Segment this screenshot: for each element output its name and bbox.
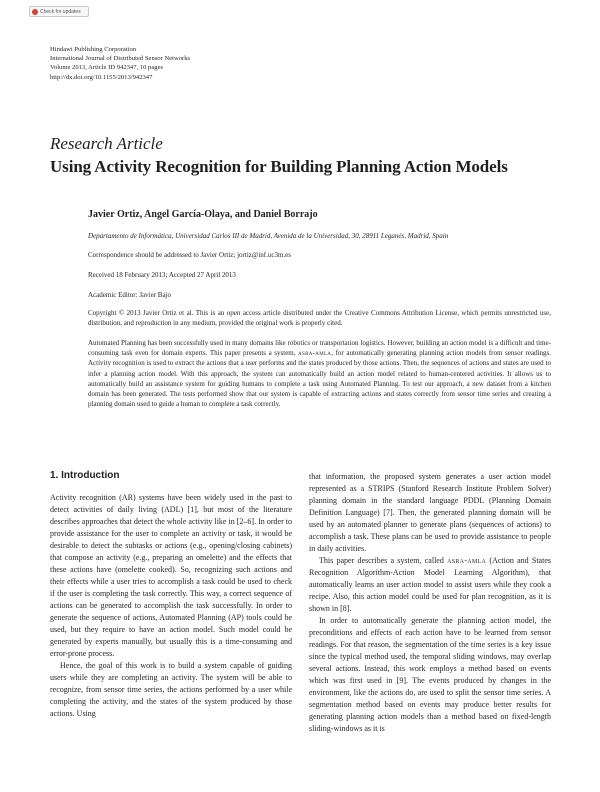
journal-name: International Journal of Distributed Sensor Networks bbox=[50, 55, 191, 63]
correspondence: Correspondence should be addressed to Javier Ortiz; jortiz@inf.uc3m.es bbox=[88, 251, 291, 259]
system-name: asra-amla bbox=[298, 349, 332, 358]
paper-title: Using Activity Recognition for Building Planning Action Models bbox=[50, 157, 508, 176]
doi-link[interactable]: http://dx.doi.org/10.1155/2013/942347 bbox=[50, 73, 153, 81]
system-name: asra-amla bbox=[447, 556, 487, 565]
abstract bbox=[88, 338, 551, 409]
received-accepted-dates: Received 18 February 2013; Accepted 27 April 2013 bbox=[88, 271, 236, 279]
article-type: Research Article bbox=[50, 134, 163, 153]
copyright-notice: Copyright © 2013 Javier Ortiz et al. This is an open access article distributed under the Creative Commons Attribution License, which permits unrestricted use, distribution, and reproduction in any medium, provided the original work is properly cited. bbox=[88, 309, 551, 327]
badge-label: Check for updates bbox=[40, 8, 81, 15]
abstract-part-2: , for automatically generating planning action models from sensor readings. Activity recognition is used to extract the actions that a user performs and the states produced by those actions. Then, the sequences of actions and states are used to infer a planning action model. With this approach, the system can automatically build an action model related to human-centered activities. It allows us to automatically build an assistance system for guiding humans to complete a task using Automated Planning. To test our approach, a new dataset from a kitchen domain has been generated. The tests performed show that our system is capable of extracting actions and states correctly from sensor time series and creating a planning domain used to guide a human to complete a task correctly. bbox=[88, 349, 552, 409]
paragraph: that information, the proposed system generates a user action model represented as a STRIPS (Stanford Research Institute Problem Solver) planning domain in the standard language PDDL (Planning Domain Definition Language) [7]. Then, the generated planning domain will be used by an automated planner to generate plans (sequences of actions) to accomplish a task. These plans can be used to provide assistance to people in daily activities. bbox=[309, 472, 551, 553]
paragraph: In order to automatically generate the planning action model, the preconditions and effects of each action have to be learned from sensor readings. For that reason, the segmentation of the time series is a key issue since the typical method used, the temporal sliding windows, may overlap several actions. Instead, this work employs a method based on events which was first used in [9]. The events produced by changes in the environment, like the actions do, are used to split the sensor time series. A segmentation method based on events may produce better results for generating planning action models than a method based on fixed-length sliding-windows as it is bbox=[309, 616, 551, 733]
academic-editor: Academic Editor: Javier Bajo bbox=[88, 291, 171, 299]
volume: Volume 2013, Article ID 942347, 10 pages bbox=[50, 64, 164, 72]
authors: Javier Ortiz, Angel García-Olaya, and Daniel Borrajo bbox=[88, 209, 318, 220]
paragraph: Activity recognition (AR) systems have been widely used in the past to detect activities of daily living (ADL) [1], but most of the literature describes approaches that detect the whole activity like in [2–6]. In order to provide assistance for the user to complete an activity or task, it would be desirable to detect the subtasks or actions (e.g., opening/closing cabinets) that compose an activity (e.g., preparing an omelette) and the effects that these actions have (omelette cooked). So, recognizing such actions and their effects while a user tries to accomplish a task could be used to check if the user is completing the task correctly. This way, a correct sequence of actions can be generated to accomplish the task successfully. In order to generate the sequence of actions, Automated Planning (AP) tools could be used, but they require to have an action model. Such model could be generated by experts manually, but usually this is a time-consuming and error-prone process. bbox=[50, 493, 292, 658]
publisher: Hindawi Publishing Corporation bbox=[50, 46, 137, 53]
paragraph: This paper describes a system, called asra-amla (Action and States Recognition Algorithm-Action Model Learning Algorithm), that automatically learns an user action model to assist users while they cook a recipe. Also, this action model could be used for plan recognition, as it is shown in [8]. bbox=[309, 556, 551, 613]
journal-info bbox=[50, 45, 190, 82]
left-column bbox=[50, 492, 292, 720]
section-heading: 1. Introduction bbox=[50, 470, 120, 481]
check-for-updates-badge[interactable] bbox=[29, 6, 89, 17]
affiliation: Departamento de Informática, Universidad Carlos III de Madrid, Avenida de la Universidad, 30, 28911 Leganés, Madrid, Spain bbox=[88, 232, 449, 240]
crossmark-icon bbox=[32, 9, 38, 15]
paragraph: Hence, the goal of this work is to build a system capable of guiding users while they are completing an activity. The system will be able to recognize, from sensor time series, the actions performed by a user while completing the activity, and the states of the system produced by those actions. Using bbox=[50, 661, 292, 718]
right-column bbox=[309, 471, 551, 735]
abstract-part-1: Automated Planning has been successfully used in many domains like robotics or transportation logistics. However, building an action model is a difficult and time-consuming task even for domain experts. This paper presents a system, bbox=[88, 339, 551, 358]
